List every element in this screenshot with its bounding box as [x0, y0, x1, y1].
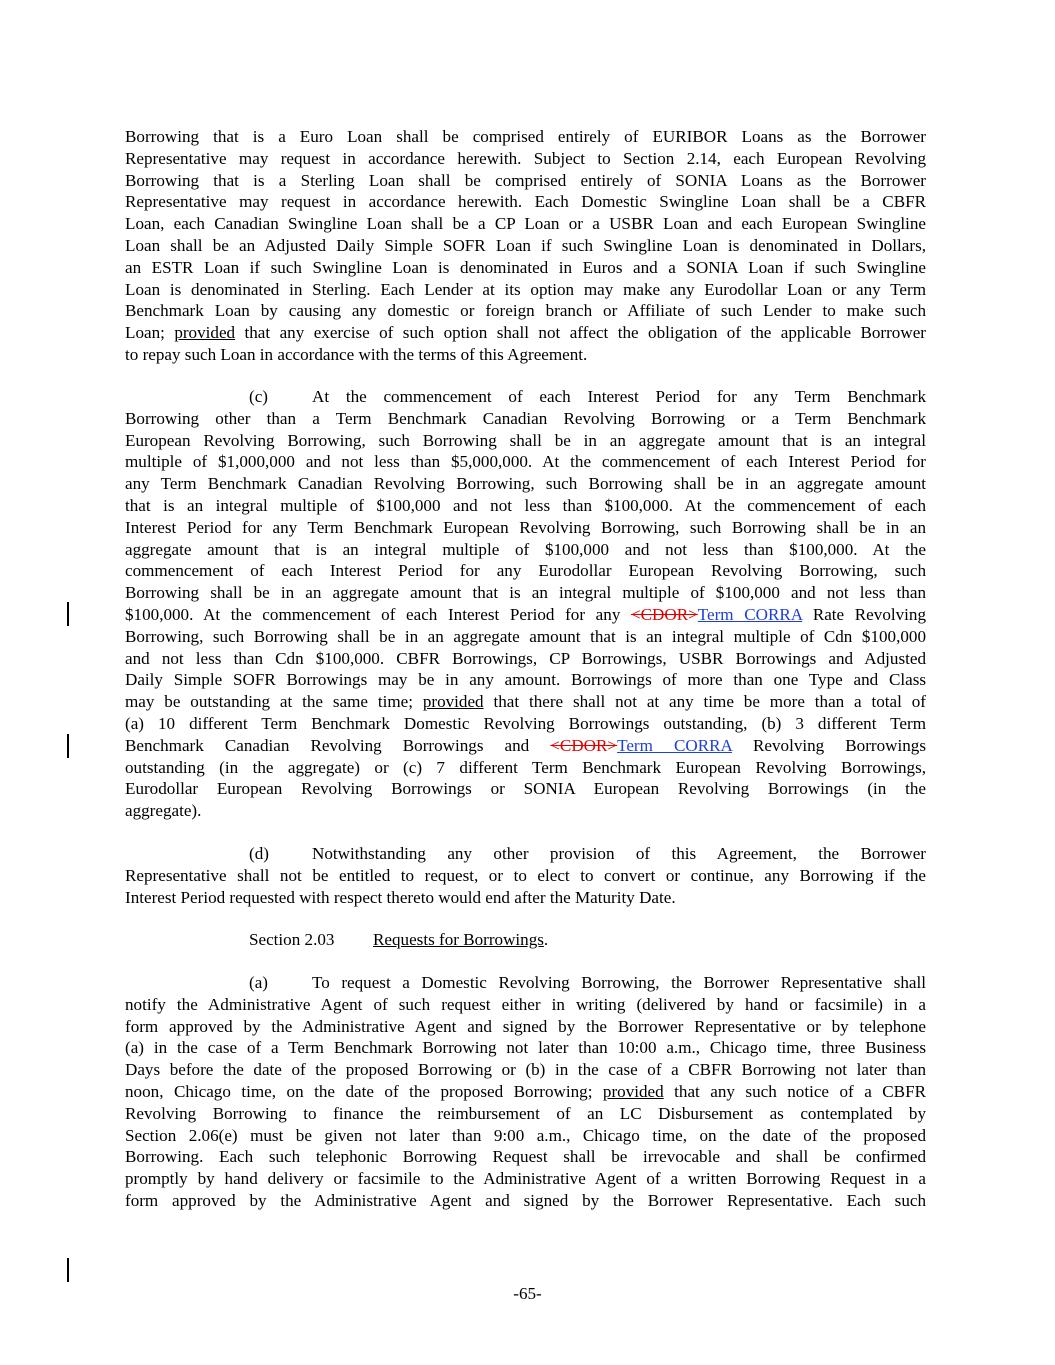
text-line: form approved by the Administrative Agent and signed by the Borrower Representative or by telephone — [125, 1016, 926, 1036]
text-line: promptly by hand delivery or facsimile to the Administrative Agent of a written Borrowing Request in a — [125, 1169, 926, 1189]
text-line: noon, Chicago time, on the date of the proposed Borrowing; provided that any such notice of a CBFR — [125, 1081, 926, 1101]
clause-label: (d) — [249, 844, 269, 863]
text-line: an ESTR Loan if such Swingline Loan is denominated in Euros and a SONIA Loan if such Swingline — [125, 257, 926, 277]
text-line: Borrowing, such Borrowing shall be in an aggregate amount that is an integral multiple of Cdn $100,000 — [125, 626, 926, 646]
text-line: European Revolving Borrowing, such Borrowing shall be in an aggregate amount that is an integral — [125, 430, 926, 450]
text-line: Loan, each Canadian Swingline Loan shall be a CP Loan or a USBR Loan and each European Swingline — [125, 214, 926, 234]
page-number: -65- — [513, 1284, 542, 1303]
text-line: commencement of each Interest Period for any Eurodollar European Revolving Borrowing, such — [125, 561, 926, 581]
text-line: that is an integral multiple of $100,000 and not less than $100,000. At the commencement of each — [125, 495, 926, 515]
text-line: Borrowing. Each such telephonic Borrowing Request shall be irrevocable and shall be confirmed — [125, 1147, 926, 1167]
text-line: aggregate amount that is an integral multiple of $100,000 and not less than $100,000. At the — [125, 539, 926, 559]
section-number: Section 2.03 — [249, 930, 335, 949]
inserted-text: Term CORRA — [617, 735, 732, 755]
text-line: Loan is denominated in Sterling. Each Lender at its option may make any Eurodollar Loan or any Term — [125, 279, 926, 299]
provided-term: provided — [602, 1081, 664, 1101]
text-line: Loan; provided that any exercise of such option shall not affect the obligation of the applicable Borrower — [125, 323, 926, 343]
text-line: aggregate). — [125, 801, 202, 821]
text-line: Section 2.06(e) must be given not later than 9:00 a.m., Chicago time, on the date of the proposed — [125, 1125, 926, 1145]
deleted-text: <CDOR> — [550, 735, 618, 755]
text-line: Benchmark Loan by causing any domestic or foreign branch or Affiliate of such Lender to make such — [125, 301, 926, 321]
text-line: Representative may request in accordance herewith. Subject to Section 2.14, each European Revolving — [125, 148, 926, 168]
paragraph-c — [125, 386, 926, 822]
paragraph-continuation — [125, 126, 926, 366]
paragraph-d — [125, 843, 926, 908]
text-line: Daily Simple SOFR Borrowings may be in any amount. Borrowings of more than one Type and Class — [125, 670, 926, 690]
section-heading: Section 2.03 Requests for Borrowings. — [249, 930, 549, 949]
text-line: Representative may request in accordance herewith. Each Domestic Swingline Loan shall be a CBFR — [125, 192, 926, 212]
section-title: Requests for Borrowings — [373, 930, 544, 949]
text-line: Eurodollar European Revolving Borrowings or SONIA European Revolving Borrowings (in the — [125, 779, 926, 799]
text-line: Representative shall not be entitled to request, or to elect to convert or continue, any Borrowing if the — [125, 865, 926, 885]
text-line: Loan shall be an Adjusted Daily Simple SOFR Loan if such Swingline Loan is denominated in Dollars, — [125, 235, 926, 255]
paragraph-a — [125, 972, 926, 1212]
text-line: (a) To request a Domestic Revolving Borrowing, the Borrower Representative shall — [249, 973, 926, 992]
revision-bar — [67, 602, 69, 626]
revision-bar — [67, 734, 69, 758]
text-line: any Term Benchmark Canadian Revolving Borrowing, such Borrowing shall be in an aggregate amount — [125, 474, 926, 494]
text-line: Benchmark Canadian Revolving Borrowings and <CDOR>Term CORRA Revolving Borrowings — [125, 735, 926, 755]
text-line: $100,000. At the commencement of each Interest Period for any <CDOR>Term CORRA Rate Revolving — [125, 604, 926, 624]
provided-term: provided — [422, 692, 484, 712]
text-line: notify the Administrative Agent of such request either in writing (delivered by hand or facsimile) in a — [125, 994, 926, 1014]
text-line: Borrowing shall be in an aggregate amount that is an integral multiple of $100,000 and not less than — [125, 583, 926, 603]
text-line: (a) in the case of a Term Benchmark Borrowing not later than 10:00 a.m., Chicago time, three Business — [125, 1038, 926, 1058]
text-line: Revolving Borrowing to finance the reimbursement of an LC Disbursement as contemplated by — [125, 1103, 926, 1123]
text-line: and not less than Cdn $100,000. CBFR Borrowings, CP Borrowings, USBR Borrowings and Adjusted — [125, 648, 926, 668]
text-line: Interest Period requested with respect thereto would end after the Maturity Date. — [125, 887, 676, 907]
text-line: Borrowing other than a Term Benchmark Canadian Revolving Borrowing or a Term Benchmark — [125, 408, 926, 428]
text-line: Borrowing that is a Sterling Loan shall be comprised entirely of SONIA Loans as the Borrower — [125, 170, 926, 190]
text-line: multiple of $1,000,000 and not less than $5,000,000. At the commencement of each Interest Period for — [125, 452, 926, 472]
provided-term: provided — [174, 323, 236, 343]
text-line: (d) Notwithstanding any other provision of this Agreement, the Borrower — [249, 844, 926, 863]
text-line: Interest Period for any Term Benchmark European Revolving Borrowing, such Borrowing shall be in an — [125, 517, 926, 537]
clause-label: (c) — [249, 387, 268, 406]
text-line: to repay such Loan in accordance with the terms of this Agreement. — [125, 344, 588, 364]
clause-label: (a) — [249, 973, 268, 992]
text-line: form approved by the Administrative Agent and signed by the Borrower Representative. Each such — [125, 1190, 926, 1210]
text-line: Borrowing that is a Euro Loan shall be comprised entirely of EURIBOR Loans as the Borrower — [125, 127, 926, 146]
text-line: Days before the date of the proposed Borrowing or (b) in the case of a CBFR Borrowing not later than — [125, 1060, 926, 1080]
text-line: (a) 10 different Term Benchmark Domestic Revolving Borrowings outstanding, (b) 3 different Term — [125, 713, 926, 733]
inserted-text: Term CORRA — [697, 604, 803, 624]
revision-bar — [67, 1258, 69, 1282]
text-line: may be outstanding at the same time; provided that there shall not at any time be more than a total of — [125, 692, 926, 712]
deleted-text: <CDOR> — [631, 604, 698, 624]
text-line: outstanding (in the aggregate) or (c) 7 different Term Benchmark European Revolving Borrowings, — [125, 757, 926, 777]
text-line: (c) At the commencement of each Interest Period for any Term Benchmark — [249, 387, 926, 406]
